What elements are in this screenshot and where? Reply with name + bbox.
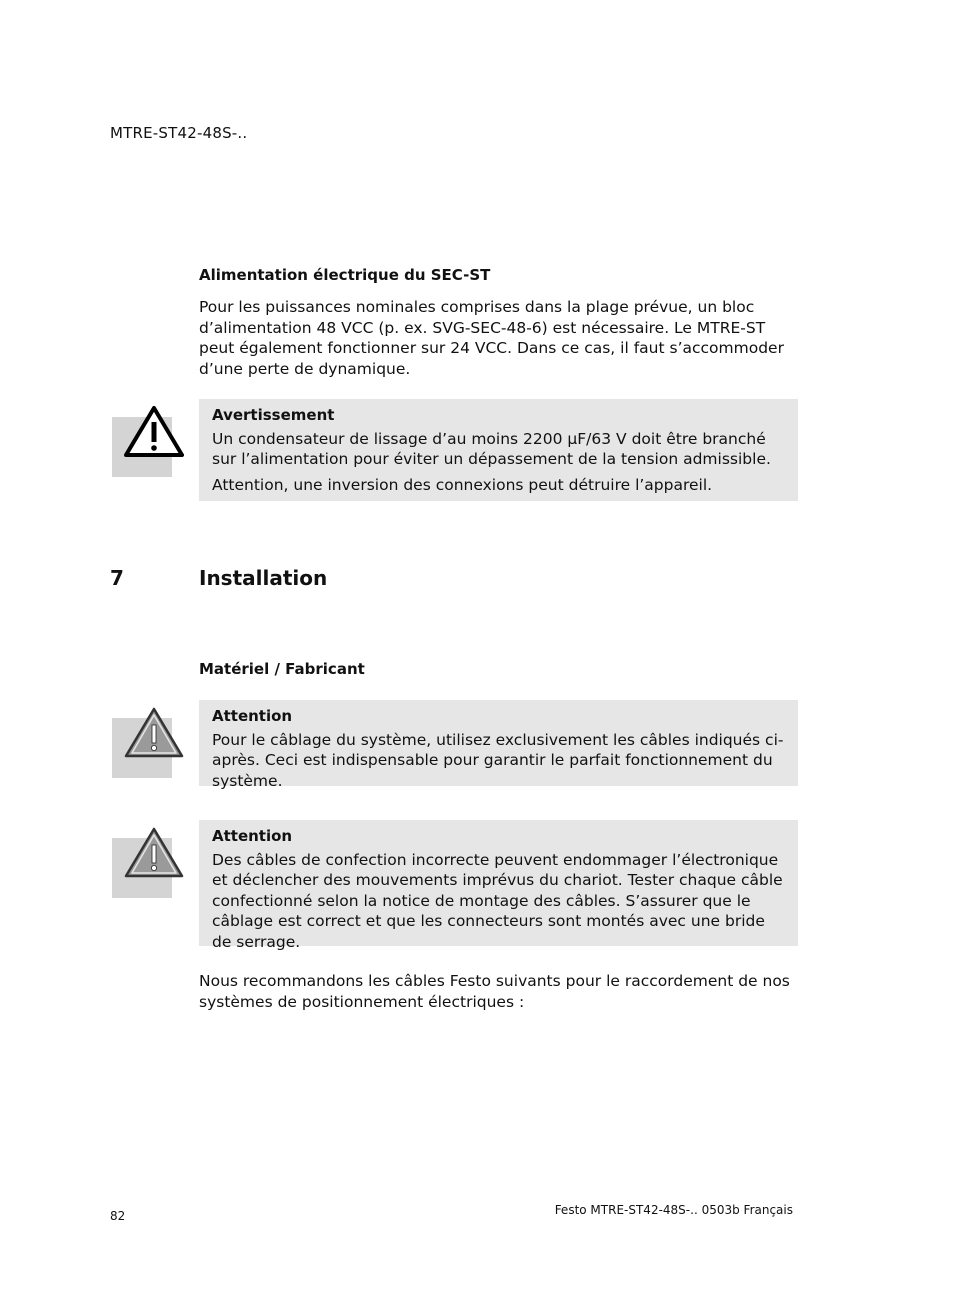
warning-triangle-icon [112, 405, 172, 477]
attention-box [199, 700, 798, 790]
section-title: Installation [199, 566, 328, 590]
attention-box [199, 820, 798, 951]
power-supply-heading: Alimentation électrique du SEC-ST [199, 266, 491, 284]
material-heading: Matériel / Fabricant [199, 660, 365, 678]
attention-text: Pour le câblage du système, utilisez exclusivement les câbles indiqués ci-après. Ceci est indispensable pour garantir le parfait fonctionnement du système. [212, 730, 784, 790]
footer-doc-ref: Festo MTRE-ST42-48S-.. 0503b Français [554, 1203, 793, 1217]
page-number: 82 [110, 1209, 126, 1223]
attention-text: Des câbles de confection incorrecte peuvent endommager l’électronique et déclencher des mouvements imprévus du chariot. Tester chaque câble confectionné selon la notice de montage des câbles. S’assurer que le câblage est correct et que les connecteurs sont montés avec une bride de serrage. [212, 850, 783, 951]
section-number: 7 [110, 566, 124, 590]
cable-recommendation-paragraph: Nous recommandons les câbles Festo suivants pour le raccordement de nos systèmes de positionnement électriques : [199, 972, 790, 1011]
warning-text-reversal: Attention, une inversion des connexions peut détruire l’appareil. [212, 475, 713, 494]
caution-triangle-icon [112, 826, 172, 898]
warning-title: Avertissement [212, 406, 335, 424]
attention-title: Attention [212, 827, 293, 845]
warning-text: Un condensateur de lissage d’au moins 2200 µF/63 V doit être branché sur l’alimentation pour éviter un dépassement de la tension admissible. [212, 429, 771, 468]
running-header: MTRE-ST42-48S-.. [110, 124, 248, 142]
caution-triangle-icon [112, 706, 172, 778]
warning-box [199, 399, 798, 501]
attention-title: Attention [212, 707, 293, 725]
power-supply-paragraph: Pour les puissances nominales comprises dans la plage prévue, un bloc d’alimentation 48 VCC (p. ex. SVG-SEC-48-6) est nécessaire. Le MTRE-ST peut également fonctionner sur 24 VCC. Dans ce cas, il faut s’accommoder d’une perte de dynamique. [199, 298, 784, 378]
